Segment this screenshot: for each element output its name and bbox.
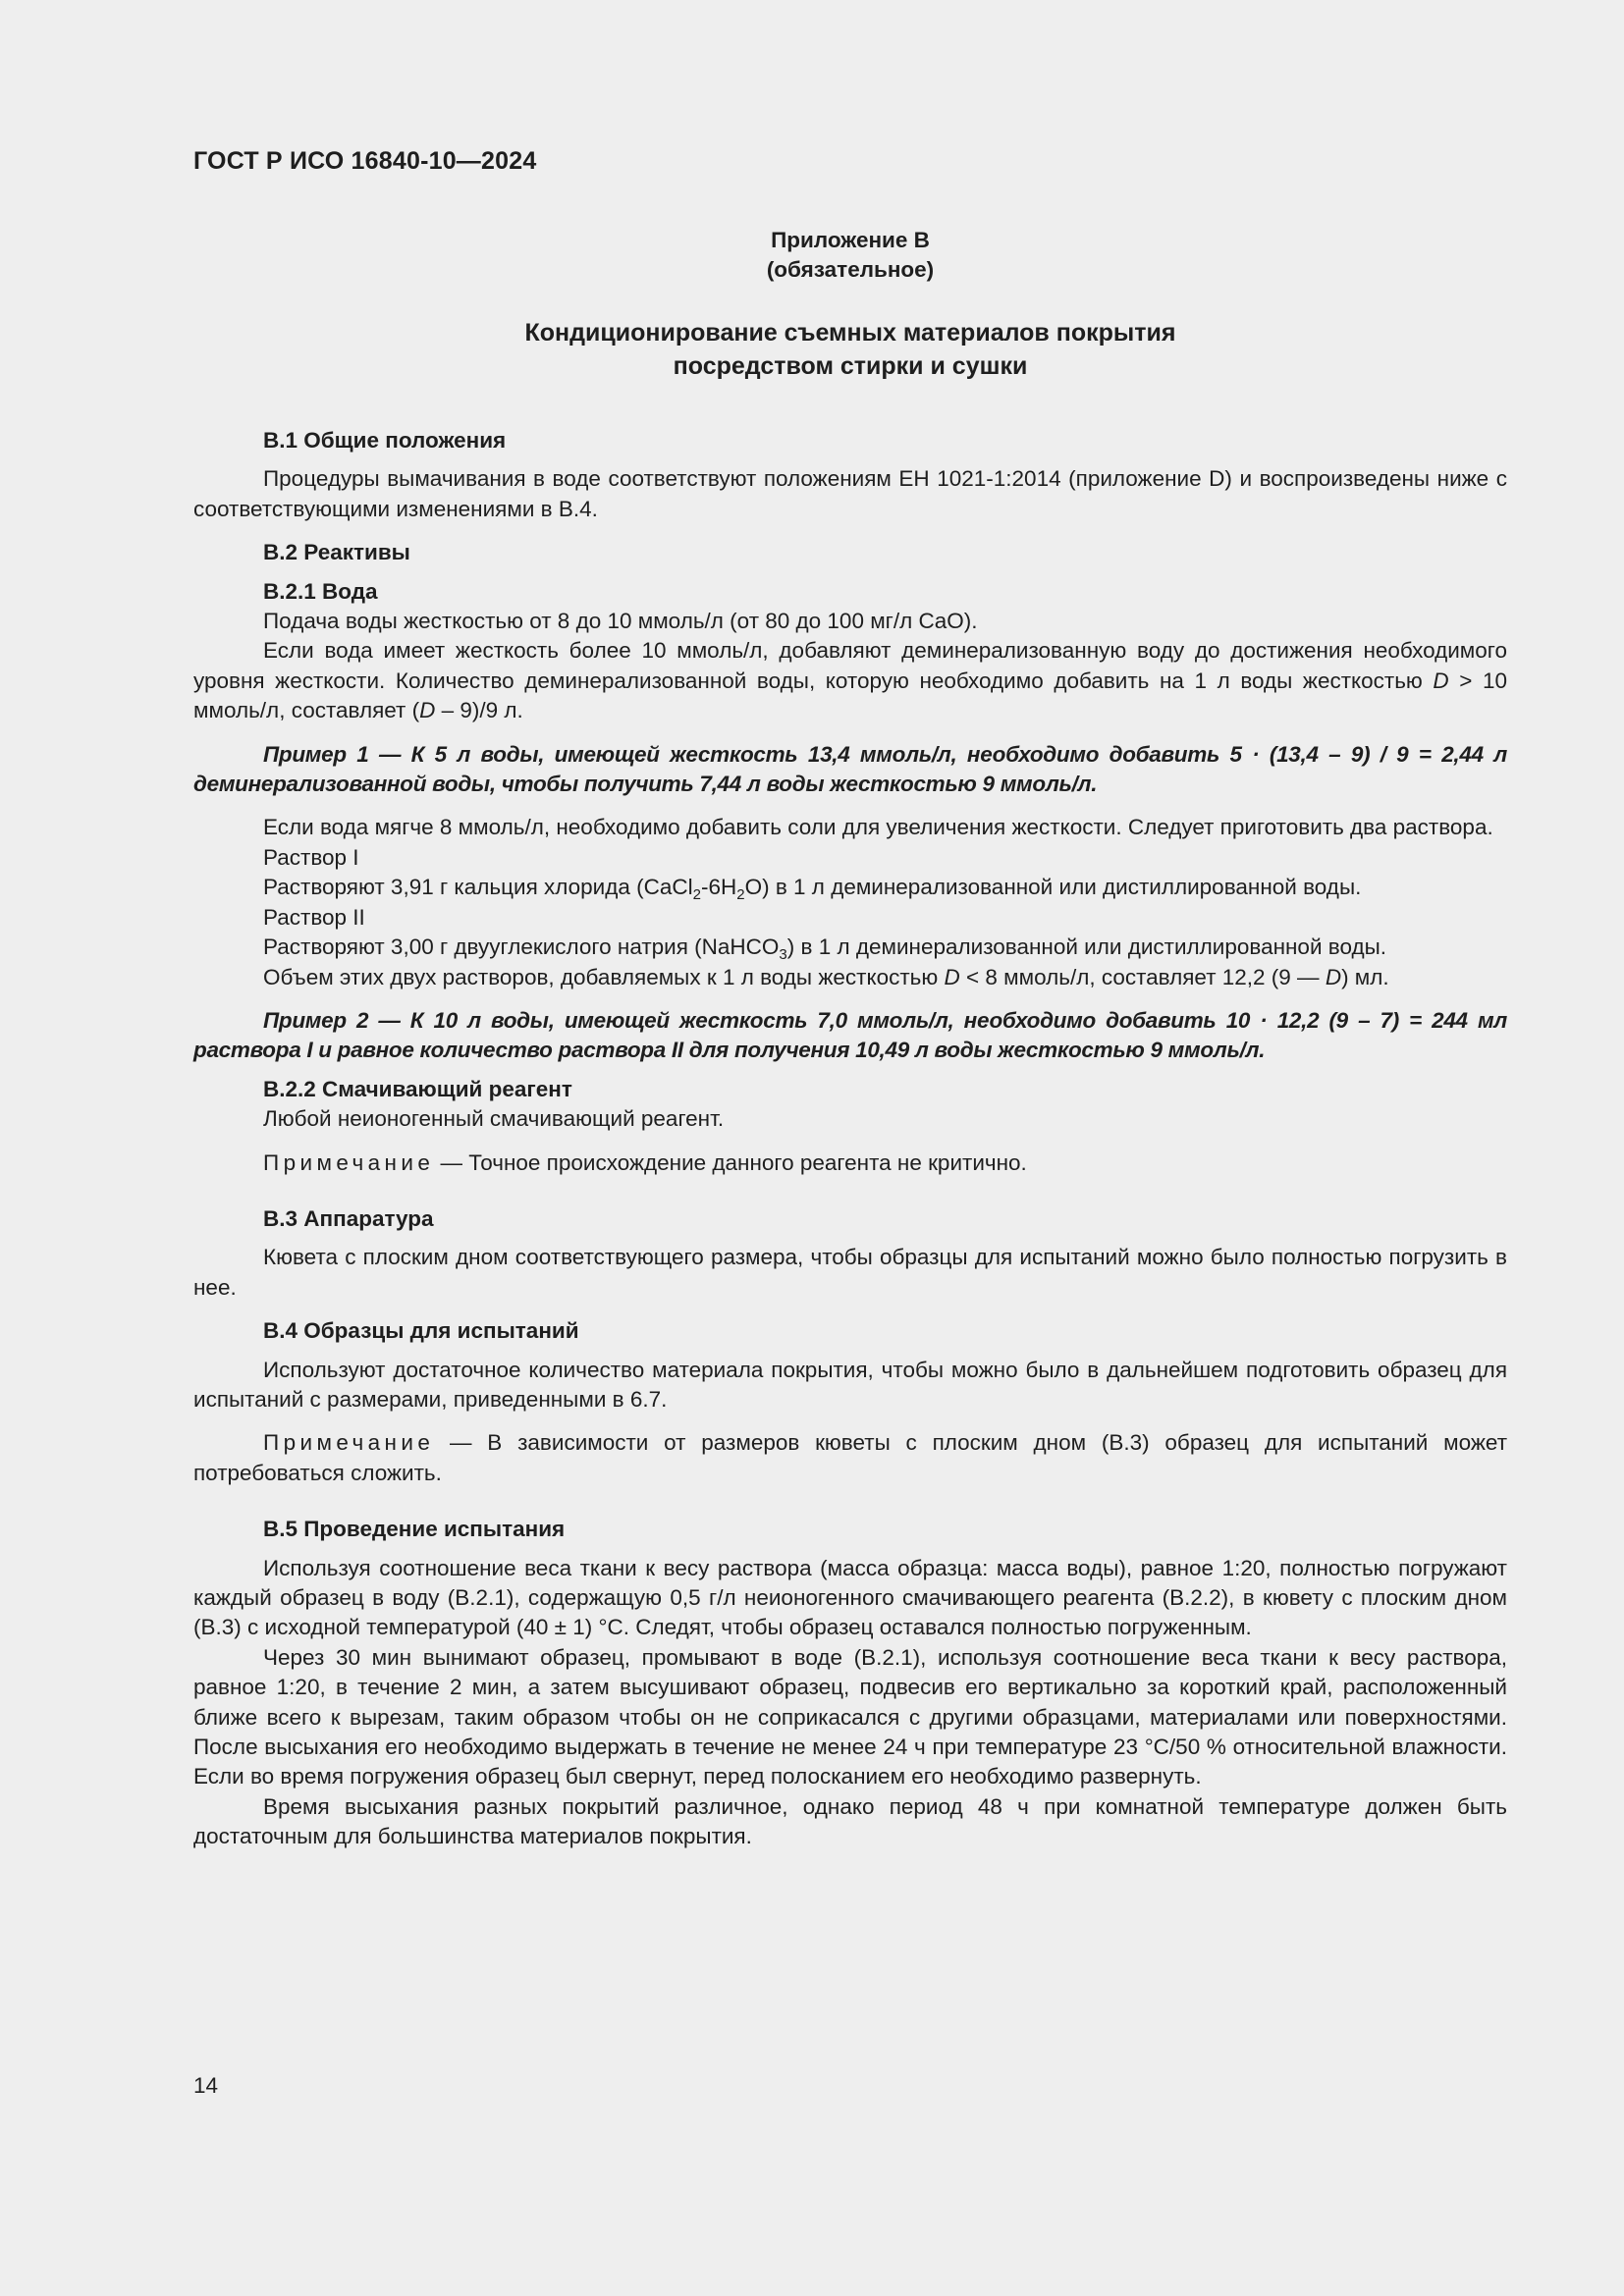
hard-water-text-b: > 10 ммоль/л, составляет ( [193,667,1507,723]
paragraph-apparatus: Кювета с плоским дном соответствующего размера, чтобы образцы для испытаний можно было полностью погрузить в нее. [193,1245,1507,1300]
section-heading-b2: В.2 Реактивы [263,540,410,565]
subscript: 2 [692,886,701,904]
note-label: Примечание [263,1430,435,1456]
hard-water-text-c: – 9)/9 л. [435,698,523,723]
document-number: ГОСТ Р ИСО 16840-10—2024 [193,147,537,175]
annex-title-line1: Кондиционирование съемных материалов покрытия [524,319,1176,347]
paragraph-hard-water [193,636,1507,725]
subscript: 2 [736,886,745,904]
note-text: — В зависимости от размеров кюветы с плоским дном (В.3) образец для испытаний может потребоваться сложить. [193,1430,1507,1485]
solution-2-label: Раствор II [263,904,365,930]
example-2: Пример 2 — К 10 л воды, имеющей жесткость 7,0 ммоль/л, необходимо добавить 10 · 12,2 (9 – 7) = 244 мл раствора I и равное количество раствора II для получения 10,49 л воды жесткостью 9 ммоль/л. [193,1007,1507,1063]
section-heading-b5: В.5 Проведение испытания [263,1517,566,1542]
note-wetting-agent [193,1148,1507,1178]
section-heading-b4: В.4 Образцы для испытаний [263,1318,579,1344]
solution-2-text [193,933,1507,962]
document-body [193,426,1507,1852]
paragraph-procedure-2: Через 30 мин вынимают образец, промывают в воде (В.2.1), используя соотношение веса ткани к весу раствора, равное 1:20, в течение 2 мин, а затем высушивают образец, подвесив его вертикально за короткий край, расположенный ближе всего к вырезам, таким образом чтобы он не соприкасался с другими образцами, материалами или поверхностями. После высыхания его необходимо выдержать в течение не менее 24 ч при температуре 23 °С/50 % относительной влажности. Если во время погружения образец был свернут, перед полосканием его необходимо развернуть. [193,1644,1507,1789]
annex-label: Приложение В [771,228,930,252]
annex-title-line2: посредством стирки и сушки [673,352,1028,380]
volume-text-c: ) мл. [1341,964,1389,989]
paragraph-volume [193,963,1507,992]
section-heading-b22: В.2.2 Смачивающий реагент [263,1076,572,1101]
hard-water-text-a: Если вода имеет жесткость более 10 ммоль/л, добавляют деминерализованную воду до достижения необходимого уровня жесткости. Количество деминерализованной воды, которую необходимо добавить на 1 л воды жесткостью [193,638,1507,693]
hardness-symbol: D [1325,964,1342,989]
hardness-symbol: D [1433,667,1449,693]
volume-text-b: < 8 ммоль/л, составляет 12,2 (9 — [959,964,1326,989]
volume-text-a: Объем этих двух растворов, добавляемых к 1 л воды жесткостью [263,964,945,989]
section-heading-b1: В.1 Общие положения [263,428,507,453]
section-heading-b21: В.2.1 Вода [263,578,378,604]
paragraph-wetting-agent: Любой неионогенный смачивающий реагент. [263,1106,725,1132]
page-number: 14 [193,2073,219,2098]
subscript: 3 [779,946,787,964]
annex-title [193,316,1507,383]
paragraph-soft-water: Если вода мягче 8 ммоль/л, необходимо добавить соли для увеличения жесткости. Следует приготовить два раствора. [263,815,1493,840]
solution-1-text-a: Растворяют 3,91 г кальция хлорида (CaCl [263,875,693,900]
paragraph-general: Процедуры вымачивания в воде соответствуют положениям ЕН 1021-1:2014 (приложение D) и воспроизведены ниже с соответствующими изменениями в В.4. [193,466,1507,521]
annex-label-block [193,226,1507,285]
paragraph-specimens: Используют достаточное количество материала покрытия, чтобы можно было в дальнейшем подготовить образец для испытаний с размерами, приведенными в 6.7. [193,1357,1507,1412]
solution-1-text [193,873,1507,902]
solution-2-text-b: ) в 1 л деминерализованной или дистиллированной воды. [786,934,1387,960]
paragraph-water-supply: Подача воды жесткостью от 8 до 10 ммоль/л (от 80 до 100 мг/л CaO). [263,609,978,634]
document-page [193,0,1507,2296]
note-label: Примечание [263,1149,435,1175]
note-specimens [193,1428,1507,1488]
paragraph-procedure-1: Используя соотношение веса ткани к весу раствора (масса образца: масса воды), равное 1:20, полностью погружают каждый образец в воду (В.2.1), содержащую 0,5 г/л неионогенного смачивающего реагента (В.2.2), в кювету с плоским дном (В.3) с исходной температурой (40 ± 1) °С. Следят, чтобы образец оставался полностью погруженным. [193,1555,1507,1640]
solution-1-text-b: -6H [700,875,737,900]
example-1: Пример 1 — К 5 л воды, имеющей жесткость 13,4 ммоль/л, необходимо добавить 5 · (13,4 – 9) / 9 = 2,44 л деминерализованной воды, чтобы получить 7,44 л воды жесткостью 9 ммоль/л. [193,741,1507,797]
solution-1-text-c: O) в 1 л деминерализованной или дистиллированной воды. [744,875,1362,900]
paragraph-procedure-3: Время высыхания разных покрытий различное, однако период 48 ч при комнатной температуре должен быть достаточным для большинства материалов покрытия. [193,1793,1507,1849]
section-heading-b3: В.3 Аппаратура [263,1205,434,1231]
hardness-symbol: D [419,698,436,723]
solution-2-text-a: Растворяют 3,00 г двууглекислого натрия (NaHCO [263,934,780,960]
annex-status: (обязательное) [766,257,935,282]
solution-1-label: Раствор I [263,844,359,870]
hardness-symbol: D [944,964,960,989]
note-text: — Точное происхождение данного реагента не критично. [434,1149,1027,1175]
